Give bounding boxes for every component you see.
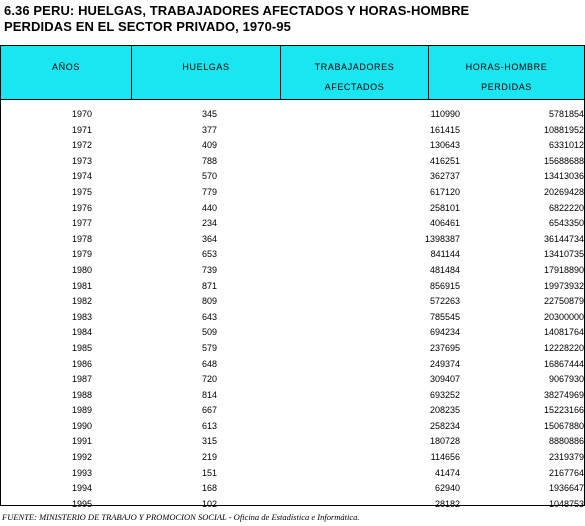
cell-trabajadores: 110990 [430,109,460,119]
cell-horas: 8880886 [548,436,584,447]
table-row [1,216,584,232]
cell-year: 1981 [71,280,92,291]
cell-trabajadores: 362737 [429,171,460,182]
header-horas [429,46,584,99]
cell-trabajadores: 258101 [429,202,460,213]
cell-huelgas: 613 [201,420,217,431]
cell-year: 1989 [71,405,92,416]
cell-huelgas: 667 [201,405,217,416]
cell-horas: 20300000 [543,311,584,322]
table-row [1,403,584,419]
cell-horas: 6822220 [548,202,584,213]
cell-huelgas: 570 [201,171,217,182]
cell-year: 1975 [71,186,92,197]
table-row [1,107,584,123]
cell-trabajadores: 28182 [434,498,460,509]
cell-trabajadores: 249374 [429,358,460,369]
table-row [1,325,584,341]
cell-horas: 20269428 [543,186,584,197]
cell-trabajadores: 180728 [429,436,460,447]
cell-huelgas: 788 [201,155,217,166]
cell-huelgas: 168 [201,483,217,494]
table-row [1,450,584,466]
cell-year: 1972 [71,140,92,151]
cell-trabajadores: 258234 [429,420,460,431]
cell-horas: 5781854 [548,109,584,119]
table-row [1,372,584,388]
cell-horas: 38274969 [543,389,584,400]
cell-trabajadores: 856915 [429,280,460,291]
cell-horas: 22750879 [543,296,584,307]
cell-year: 1991 [71,436,92,447]
cell-year: 1988 [71,389,92,400]
cell-horas: 9067930 [548,374,584,385]
cell-huelgas: 739 [201,264,217,275]
table-row [1,310,584,326]
cell-trabajadores: 481484 [429,264,460,275]
cell-huelgas: 653 [201,249,217,260]
header-horas-line1: HORAS-HOMBRE [465,62,548,72]
cell-year: 1994 [71,483,92,494]
cell-year: 1974 [71,171,92,182]
header-huelgas [132,46,281,99]
header-trabajadores [281,46,429,99]
cell-huelgas: 151 [201,467,217,478]
cell-year: 1978 [71,233,92,244]
header-anos [1,46,132,99]
cell-horas: 2167764 [548,467,584,478]
cell-trabajadores: 130643 [429,140,460,151]
title-line-2: PERDIDAS EN EL SECTOR PRIVADO, 1970-95 [4,19,291,34]
cell-year: 1986 [71,358,92,369]
header-anos-label: AÑOS [52,62,80,72]
table-row [1,434,584,450]
cell-horas: 19973932 [543,280,584,291]
cell-horas: 1936647 [548,483,584,494]
header-huelgas-label: HUELGAS [182,62,230,72]
cell-huelgas: 315 [201,436,217,447]
cell-year: 1982 [71,296,92,307]
cell-huelgas: 809 [201,296,217,307]
cell-huelgas: 219 [201,452,217,463]
cell-trabajadores: 114656 [430,452,460,463]
table-title [4,3,584,35]
cell-huelgas: 234 [201,218,217,229]
cell-huelgas: 648 [201,358,217,369]
cell-year: 1979 [71,249,92,260]
table-row [1,185,584,201]
cell-trabajadores: 161415 [429,124,460,135]
table-row [1,419,584,435]
cell-horas: 13410735 [543,249,584,260]
cell-horas: 12228220 [543,342,584,353]
cell-year: 1993 [71,467,92,478]
cell-horas: 15688688 [543,155,584,166]
cell-horas: 15223166 [543,405,584,416]
cell-year: 1977 [71,218,92,229]
cell-trabajadores: 208235 [429,405,460,416]
cell-horas: 2319379 [548,452,584,463]
header-trabajadores-line1: TRABAJADORES [314,62,395,72]
table-row [1,294,584,310]
table-row [1,481,584,497]
cell-huelgas: 643 [201,311,217,322]
cell-huelgas: 814 [201,389,217,400]
cell-huelgas: 720 [201,374,217,385]
table-body [1,107,584,512]
table-row [1,154,584,170]
cell-trabajadores: 406461 [429,218,460,229]
header-trabajadores-line2: AFECTADOS [324,82,385,92]
cell-huelgas: 377 [201,124,217,135]
cell-horas: 1048753 [548,498,584,509]
table-row [1,123,584,139]
cell-trabajadores: 617120 [429,186,460,197]
cell-horas: 17918890 [543,264,584,275]
cell-trabajadores: 416251 [429,155,460,166]
cell-huelgas: 440 [201,202,217,213]
cell-huelgas: 364 [201,233,217,244]
cell-horas: 15067880 [543,420,584,431]
cell-horas: 6331012 [548,140,584,151]
cell-horas: 36144734 [543,233,584,244]
table-row [1,247,584,263]
cell-horas: 13413036 [543,171,584,182]
cell-trabajadores: 1398387 [424,233,460,244]
cell-huelgas: 102 [201,498,217,509]
cell-horas: 10881952 [543,124,584,135]
cell-year: 1983 [71,311,92,322]
cell-year: 1984 [71,327,92,338]
cell-year: 1976 [71,202,92,213]
cell-year: 1971 [71,124,92,135]
table-row [1,201,584,217]
cell-huelgas: 779 [201,186,217,197]
cell-huelgas: 509 [201,327,217,338]
table-row [1,263,584,279]
cell-trabajadores: 41474 [434,467,460,478]
table-row [1,341,584,357]
cell-year: 1995 [71,498,92,509]
cell-year: 1980 [71,264,92,275]
table-row [1,466,584,482]
cell-trabajadores: 62940 [434,483,460,494]
table-row [1,279,584,295]
header-horas-line2: PERDIDAS [481,82,532,92]
cell-trabajadores: 785545 [429,311,460,322]
cell-trabajadores: 572263 [429,296,460,307]
cell-year: 1992 [71,452,92,463]
table-row [1,357,584,373]
cell-huelgas: 409 [201,140,217,151]
table-row [1,232,584,248]
cell-huelgas: 579 [201,342,217,353]
cell-year: 1987 [71,374,92,385]
cell-trabajadores: 693252 [429,389,460,400]
table-row [1,388,584,404]
table-header [1,46,584,100]
cell-year: 1990 [71,420,92,431]
table-row [1,497,584,513]
cell-horas: 6543350 [548,218,584,229]
cell-trabajadores: 841144 [430,249,460,260]
cell-year: 1973 [71,155,92,166]
cell-year: 1970 [71,109,92,119]
cell-huelgas: 345 [201,109,217,119]
cell-horas: 14081764 [543,327,584,338]
source-note: FUENTE: MINISTERIO DE TRABAJO Y PROMOCION SOCIAL - Oficina de Estadística e Informática. [2,512,360,522]
table-row [1,169,584,185]
cell-trabajadores: 237695 [429,342,460,353]
title-line-1: 6.36 PERU: HUELGAS, TRABAJADORES AFECTADOS Y HORAS-HOMBRE [4,3,470,18]
cell-year: 1985 [71,342,92,353]
cell-trabajadores: 694234 [429,327,460,338]
data-table [0,45,585,509]
cell-trabajadores: 309407 [429,374,460,385]
table-row [1,138,584,154]
cell-horas: 16867444 [543,358,584,369]
cell-huelgas: 871 [201,280,217,291]
